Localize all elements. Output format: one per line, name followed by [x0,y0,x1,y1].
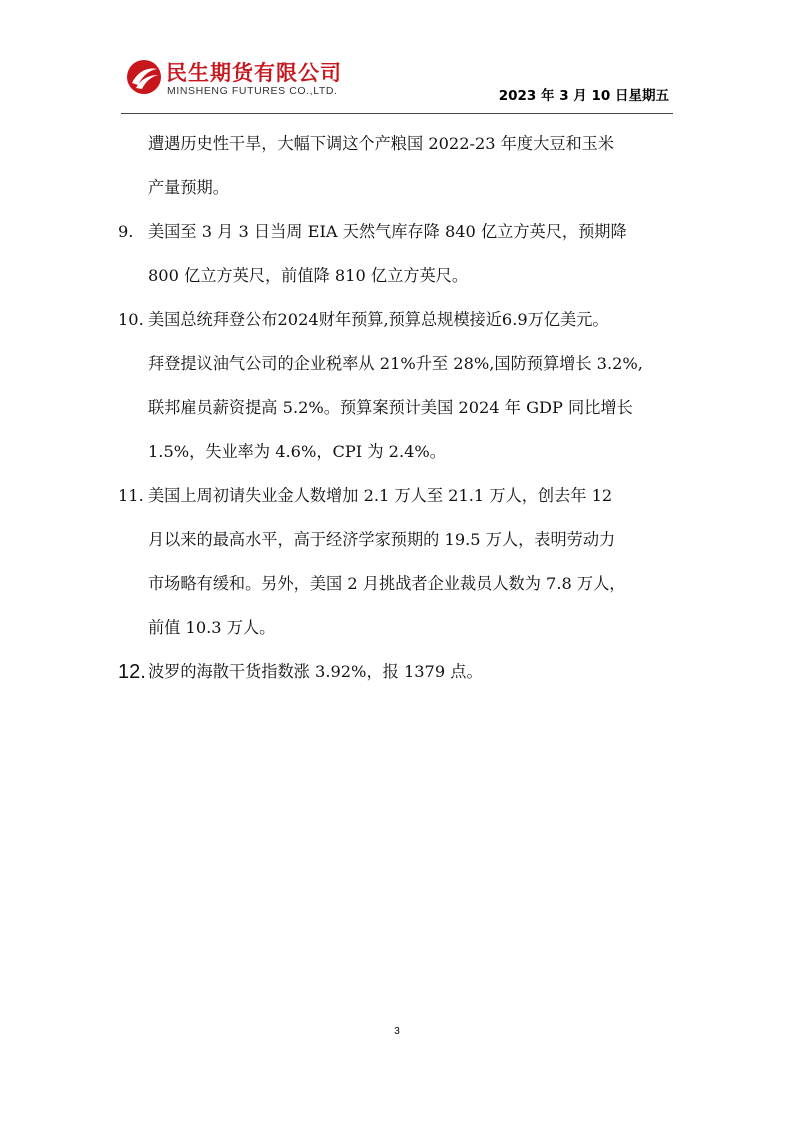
company-logo [126,57,366,101]
list-item-text: 遭遇历史性干旱，大幅下调这个产粮国 2022-23 年度大豆和玉米 [148,134,615,153]
list-item-text: 联邦雇员薪资提高 5.2%。预算案预计美国 2024 年 GDP 同比增长 [148,398,633,417]
list-item-line [118,474,688,518]
header-date: 2023 年 3 月 10 日星期五 [498,88,669,104]
list-item-text: 月以来的最高水平，高于经济学家预期的 19.5 万人，表明劳动力 [148,530,616,549]
list-item-line [118,298,688,342]
news-list [118,122,688,694]
list-item-number: 12. [118,661,146,683]
list-item-text: 美国至 3 月 3 日当周 EIA 天然气库存降 840 亿立方英尺，预期降 [148,222,627,241]
list-item-text: 产量预期。 [148,178,229,197]
list-item-line [118,342,688,386]
list-item-text: 市场略有缓和。另外，美国 2 月挑战者企业裁员人数为 7.8 万人， [148,574,626,593]
list-item-line [118,606,688,650]
logo-english-name: MINSHENG FUTURES CO.,LTD. [167,85,338,97]
list-item-line [118,166,688,210]
header-divider [121,113,673,114]
list-item-text: 波罗的海散干货指数涨 3.92%，报 1379 点。 [148,662,483,681]
list-item-text: 1.5%，失业率为 4.6%，CPI 为 2.4%。 [148,442,446,461]
list-item-number: 11. [118,486,144,505]
list-item-line [118,562,688,606]
list-item-number: 10. [118,310,144,329]
minsheng-swoosh-icon [126,59,162,95]
list-item-number: 9. [118,222,134,241]
list-item-line [118,650,688,694]
list-item-line [118,518,688,562]
list-item-text: 前值 10.3 万人。 [148,618,276,637]
list-item-text: 拜登提议油气公司的企业税率从 21%升至 28%,国防预算增长 3.2%, [148,354,643,373]
page-header [0,0,794,125]
page-number: 3 [394,1026,400,1037]
list-item-text: 美国总统拜登公布2024财年预算,预算总规模接近6.9万亿美元。 [148,310,609,329]
list-item-text: 美国上周初请失业金人数增加 2.1 万人至 21.1 万人，创去年 12 [148,486,613,505]
list-item-line [118,430,688,474]
list-item-line [118,386,688,430]
list-item-line [118,122,688,166]
logo-chinese-name: 民生期货有限公司 [166,61,342,85]
list-item-line [118,210,688,254]
list-item-text: 800 亿立方英尺，前值降 810 亿立方英尺。 [148,266,469,285]
list-item-line [118,254,688,298]
